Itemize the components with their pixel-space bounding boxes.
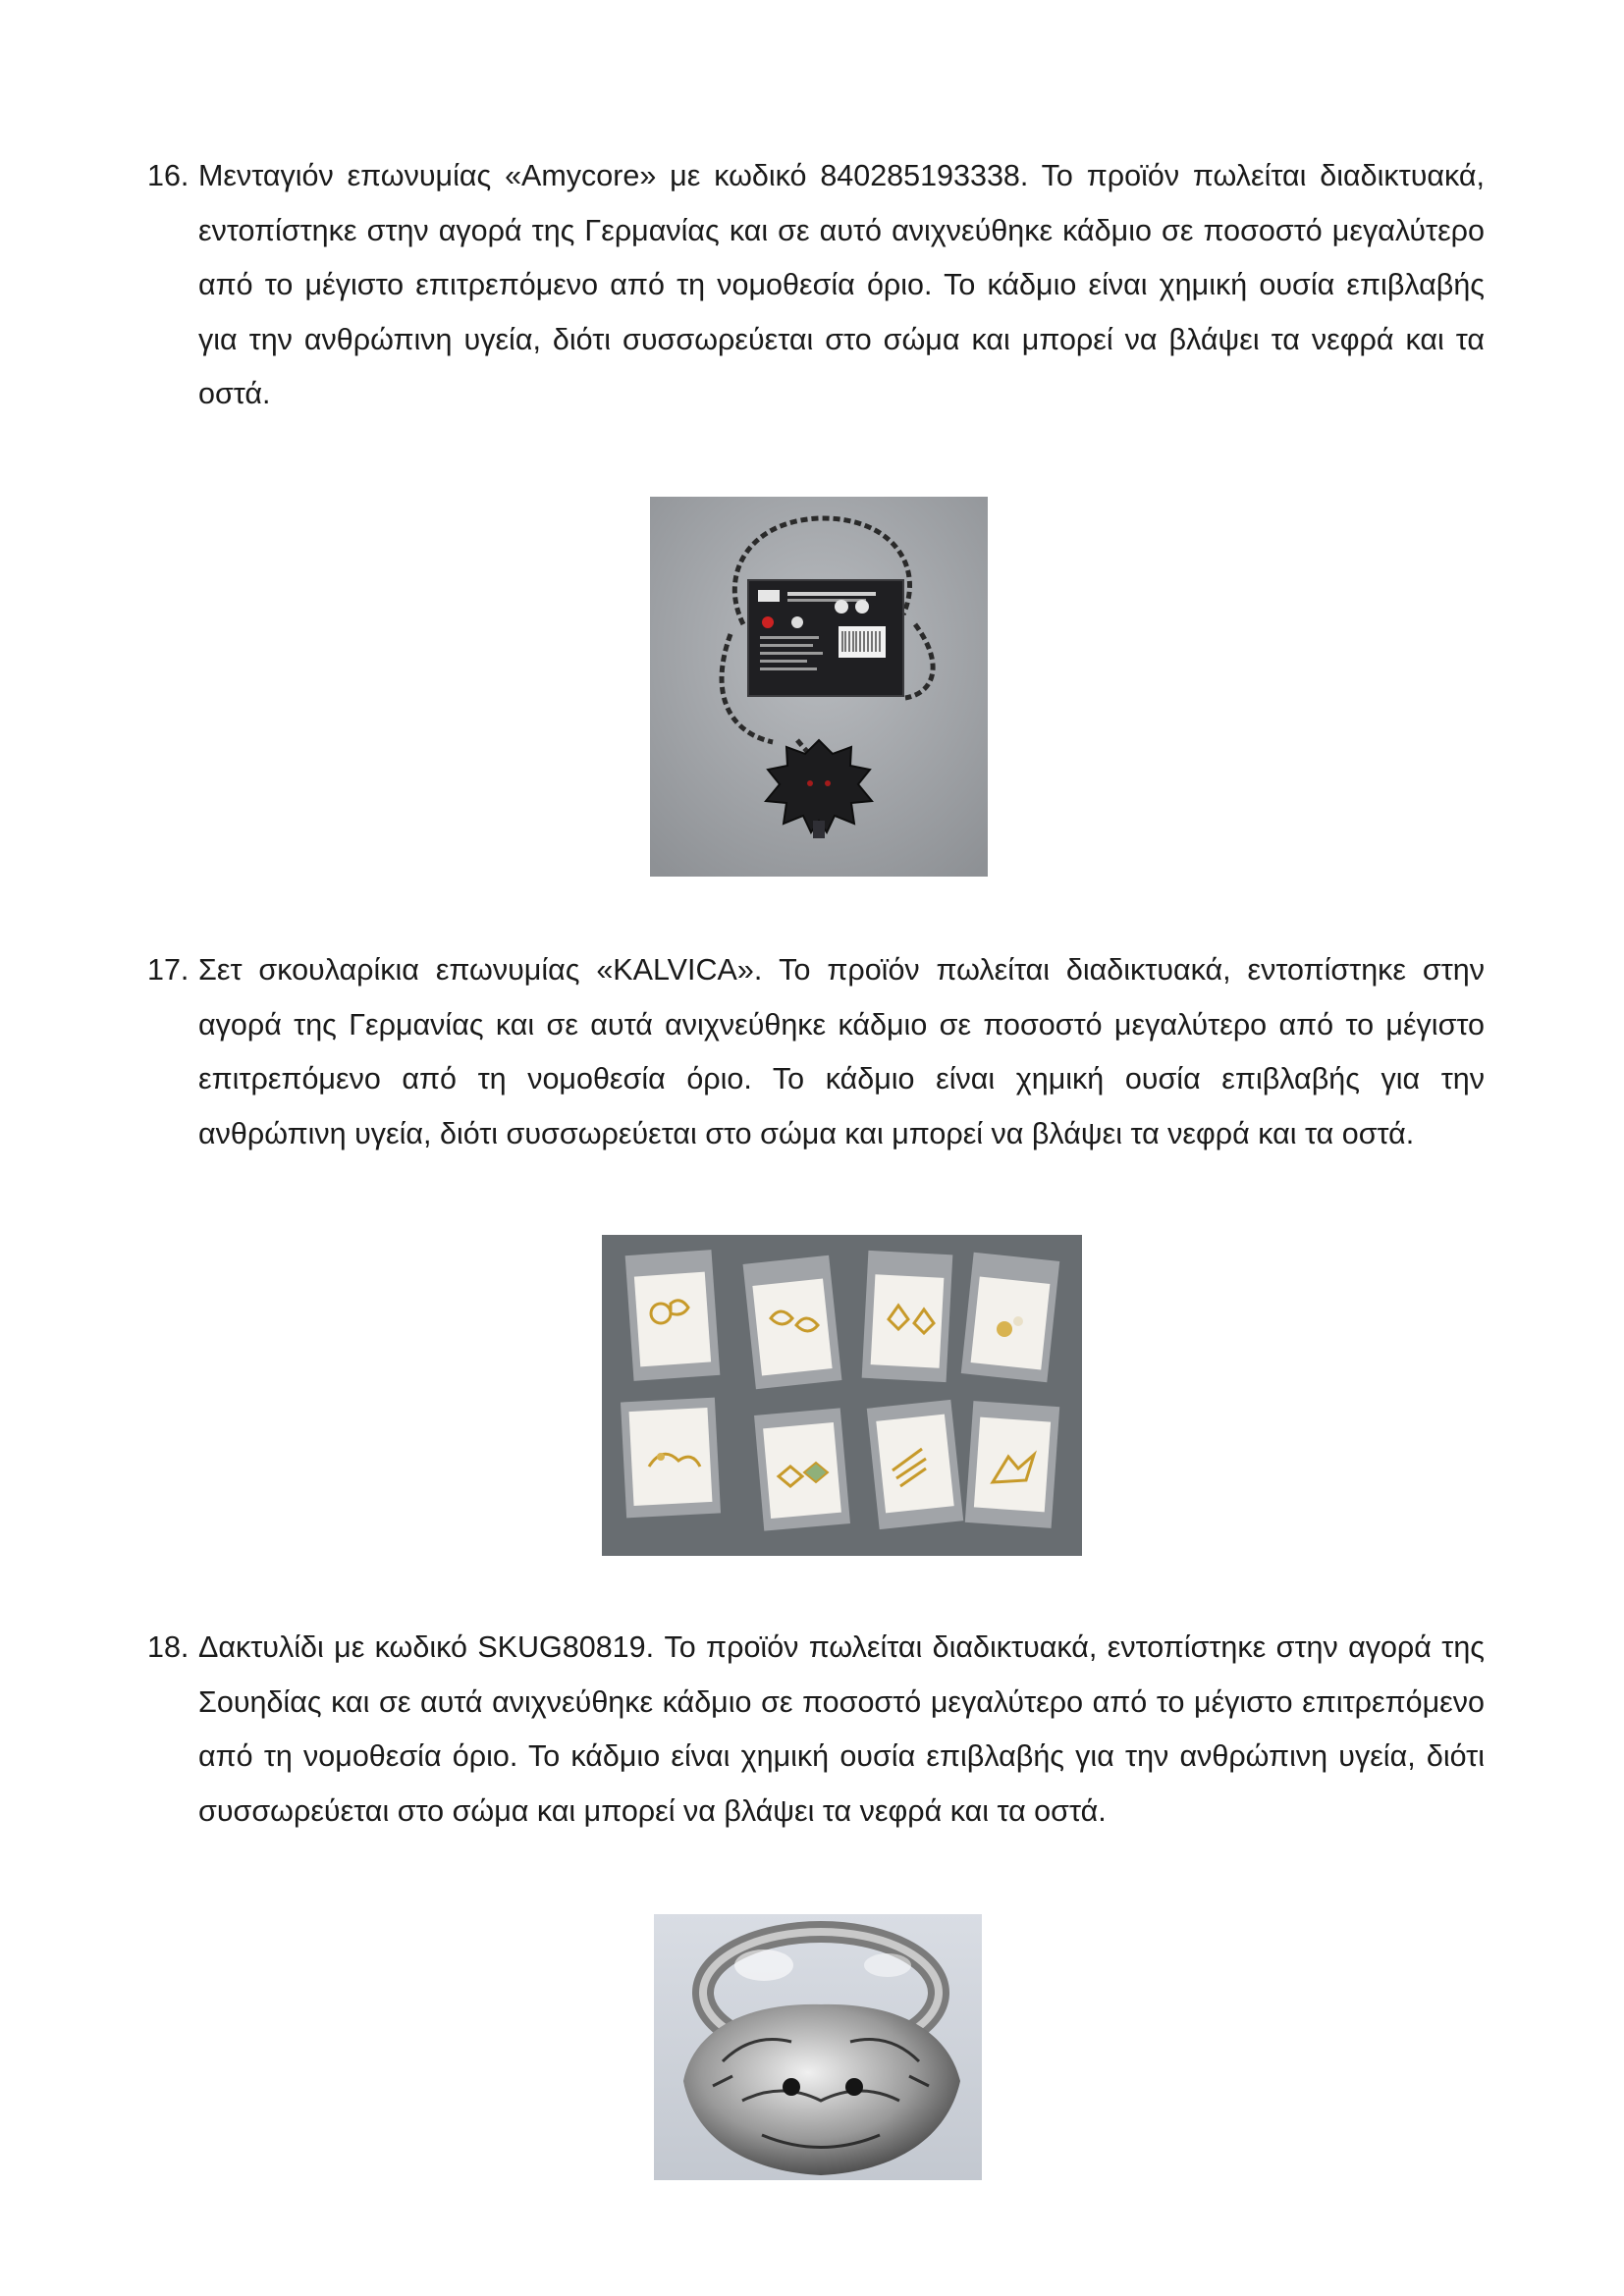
- item-number: 16.: [147, 159, 189, 192]
- earrings-photo: [602, 1235, 1082, 1556]
- list-item-18: [147, 1621, 1485, 1839]
- pendant-photo: [650, 497, 988, 877]
- item-number: 17.: [147, 953, 189, 987]
- item-text: Σετ σκουλαρίκια επωνυμίας «KALVICA». Το προϊόν πωλείται διαδικτυακά, εντοπίστηκε στην αγορά της Γερμανίας και σε αυτά ανιχνεύθηκε κάδμιο σε ποσοστό μεγαλύτερο από το μέγιστο επιτρεπόμενο από τη νομοθεσία όριο. Το κάδμιο είναι χημική ουσία επιβλαβής για την ανθρώπινη υγεία, διότι συσσωρεύεται στο σώμα και μπορεί να βλάψει τα νεφρά και τα οστά.: [198, 953, 1485, 1150]
- item-text: Μενταγιόν επωνυμίας «Amycore» με κωδικό 840285193338. Το προϊόν πωλείται διαδικτυακά, εντοπίστηκε στην αγορά της Γερμανίας και σε αυτό ανιχνεύθηκε κάδμιο σε ποσοστό μεγαλύτερο από το μέγιστο επιτρεπόμενο από τη νομοθεσία όριο. Το κάδμιο είναι χημική ουσία επιβλαβής για την ανθρώπινη υγεία, διότι συσσωρεύεται στο σώμα και μπορεί να βλάψει τα νεφρά και τα οστά.: [198, 159, 1485, 410]
- item-text: Δακτυλίδι με κωδικό SKUG80819. Το προϊόν πωλείται διαδικτυακά, εντοπίστηκε στην αγορά της Σουηδίας και σε αυτά ανιχνεύθηκε κάδμιο σε ποσοστό μεγαλύτερο από το μέγιστο επιτρεπόμενο από τη νομοθεσία όριο. Το κάδμιο είναι χημική ουσία επιβλαβής για την ανθρώπινη υγεία, διότι συσσωρεύεται στο σώμα και μπορεί να βλάψει τα νεφρά και τα οστά.: [198, 1630, 1485, 1828]
- list-item-16: [147, 149, 1485, 422]
- item-number: 18.: [147, 1630, 189, 1664]
- ring-photo: [654, 1914, 982, 2180]
- list-item-17: [147, 943, 1485, 1161]
